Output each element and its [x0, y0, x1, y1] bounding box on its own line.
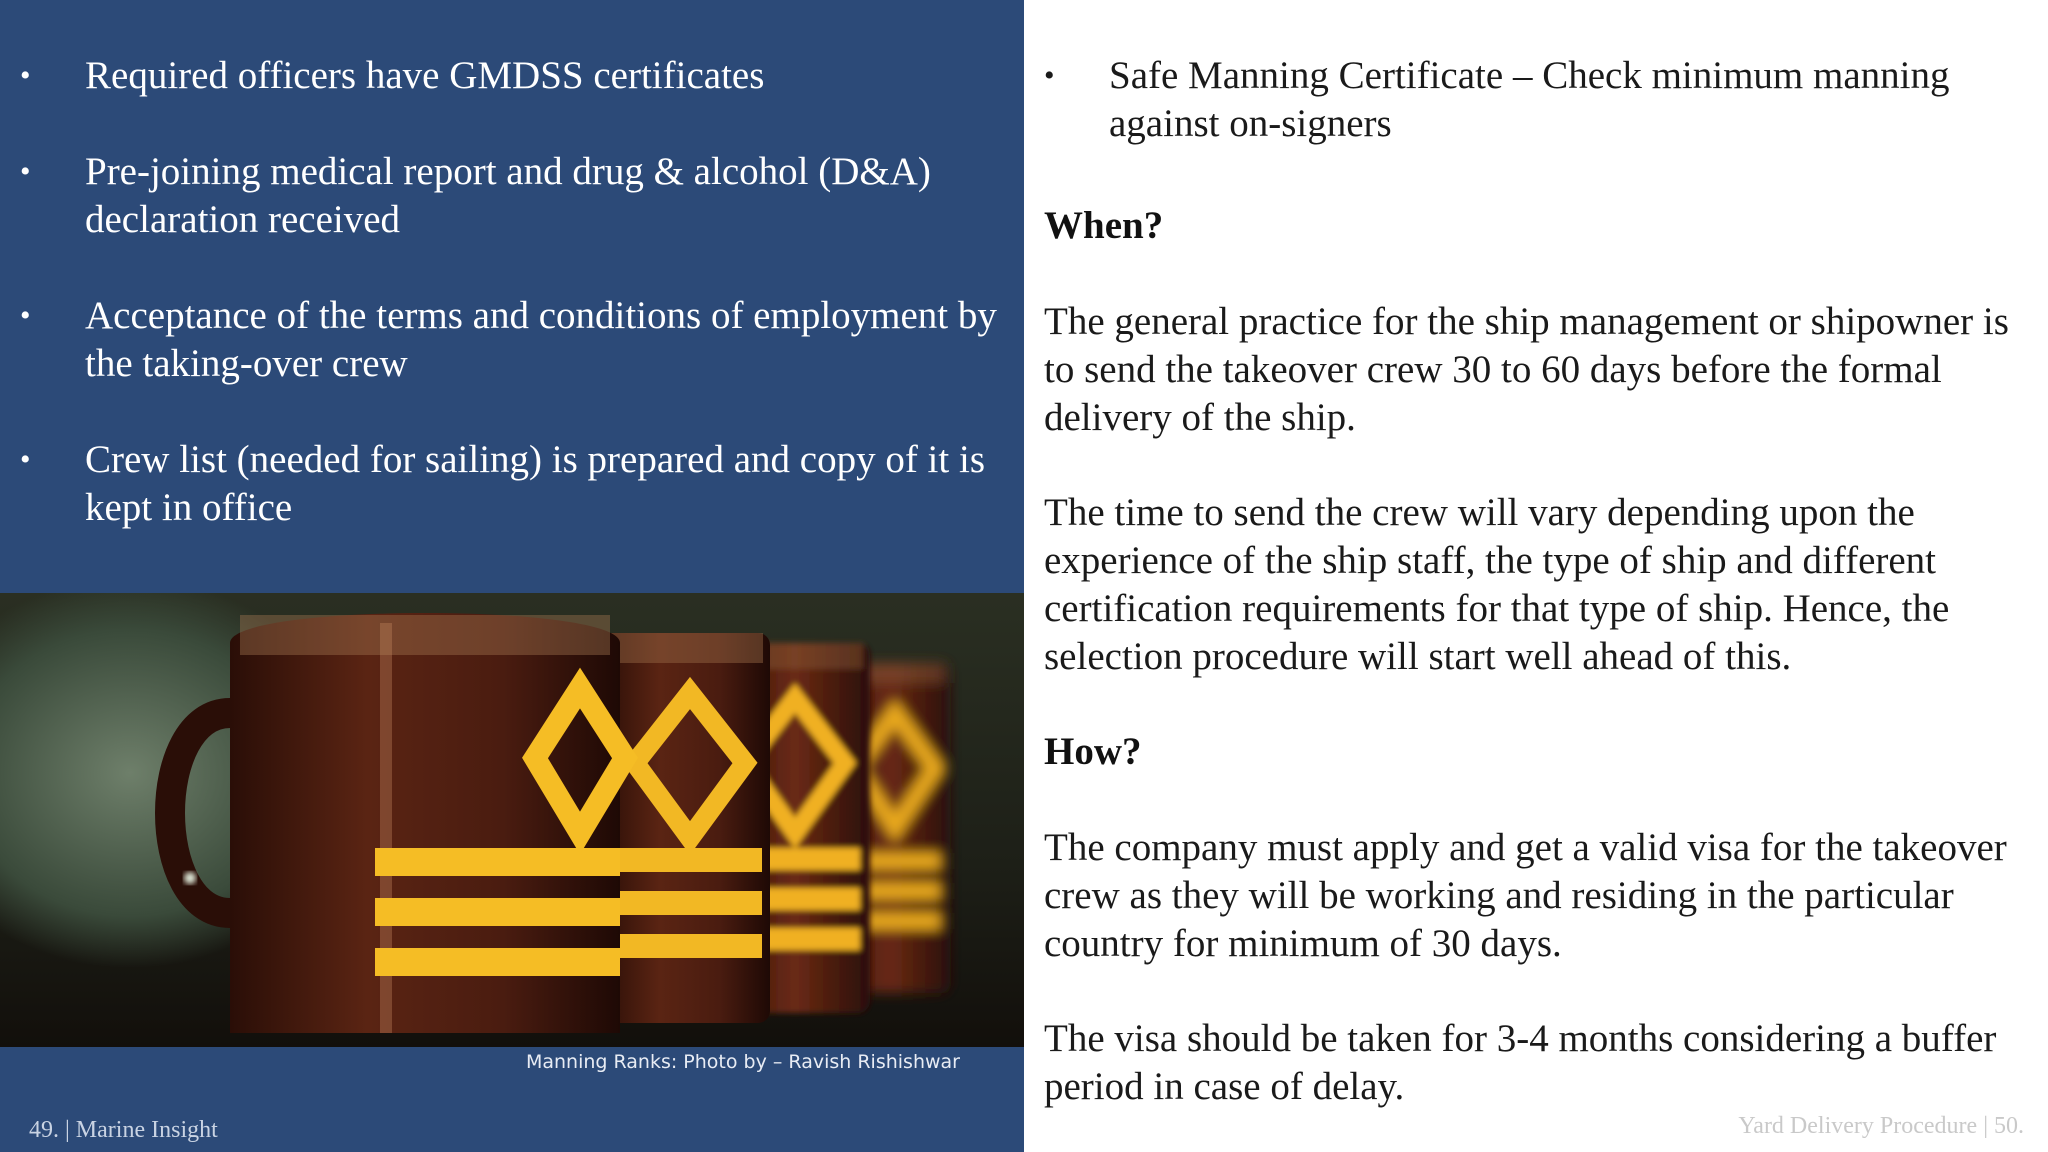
- list-item: [0, 52, 1024, 100]
- bullet-icon: •: [20, 443, 31, 476]
- when-heading: When?: [1044, 204, 1164, 247]
- bullet-text: Safe Manning Certificate – Check minimum manning against on-signers: [1109, 54, 1950, 145]
- when-paragraph-2: The time to send the crew will vary depending upon the experience of the ship staff, the type of ship and different certification requirements for that type of ship. Hence, the selection procedure will start well ahead of this.: [1044, 491, 1950, 678]
- list-item: [0, 148, 1024, 244]
- how-paragraph-1: The company must apply and get a valid visa for the takeover crew as they will be working and residing in the particular country for minimum of 30 days.: [1044, 826, 2007, 965]
- bullet-icon: •: [20, 155, 31, 188]
- page-footer-right: Yard Delivery Procedure | 50.: [1738, 1113, 2024, 1139]
- when-paragraph-1: The general practice for the ship management or shipowner is to send the takeover crew 30 to 60 days before the formal delivery of the ship.: [1044, 300, 2009, 439]
- bullet-icon: •: [20, 59, 31, 92]
- safe-manning-bullet: [1044, 52, 2004, 148]
- how-paragraph-2: The visa should be taken for 3-4 months considering a buffer period in case of delay.: [1044, 1017, 1997, 1108]
- bullet-text: Required officers have GMDSS certificates: [85, 54, 765, 97]
- requirements-list: [0, 52, 1024, 580]
- list-item: [0, 292, 1024, 388]
- manning-ranks-photo: [0, 593, 1024, 1047]
- photo-caption: Manning Ranks: Photo by – Ravish Rishishwar: [525, 1051, 960, 1073]
- bullet-icon: •: [1044, 59, 1055, 92]
- bullet-text: Pre-joining medical report and drug & alcohol (D&A) declaration received: [85, 150, 931, 241]
- page-footer-left: 49. | Marine Insight: [29, 1117, 218, 1143]
- mug: [170, 613, 625, 1033]
- list-item: [0, 436, 1024, 532]
- how-heading: How?: [1044, 730, 1142, 773]
- bullet-text: Crew list (needed for sailing) is prepared and copy of it is kept in office: [85, 438, 985, 529]
- rank-mugs-illustration: [0, 593, 1024, 1047]
- bullet-icon: •: [20, 299, 31, 332]
- mug: [600, 633, 770, 1023]
- bullet-text: Acceptance of the terms and conditions of employment by the taking-over crew: [85, 294, 997, 385]
